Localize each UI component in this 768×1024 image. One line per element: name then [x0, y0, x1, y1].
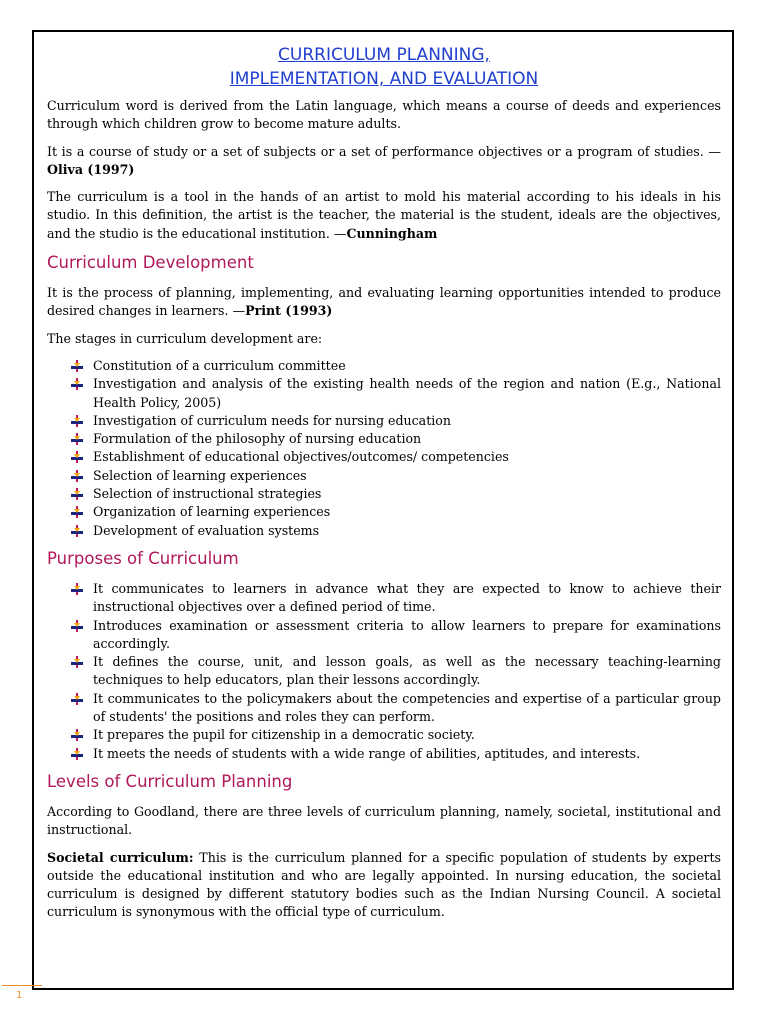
- list-item: [47, 375, 721, 412]
- document-title: [47, 43, 721, 91]
- definition-oliva: [47, 143, 721, 180]
- societal-curriculum-text: This is the curriculum planned for a specific population of students by experts outside the educational institution and who are legally appointed. In nursing education, the societal curriculum is designed by different statutory bodies such as the Indian Nursing Council. A societal curriculum is synonymous with the official type of curriculum.: [47, 849, 721, 920]
- stage-text: Establishment of educational objectives/outcomes/ competencies: [93, 449, 509, 465]
- heading-purposes-of-curriculum: Purposes of Curriculum: [47, 548, 239, 568]
- arrow-bullet-icon: [71, 470, 83, 482]
- purpose-text: It defines the course, unit, and lesson goals, as well as the necessary teaching-learning techniques to help educators, plan their lessons accordingly.: [93, 654, 721, 688]
- arrow-bullet-icon: [71, 620, 83, 632]
- stages-intro: The stages in curriculum development are:: [47, 330, 323, 346]
- stage-text: Organization of learning experiences: [93, 504, 331, 520]
- arrow-bullet-icon: [71, 525, 83, 537]
- footer-rule: [2, 985, 42, 986]
- list-item: [47, 412, 721, 430]
- intro-paragraph: Curriculum word is derived from the Latin language, which means a course of deeds and experiences through which children grow to become mature adults.: [47, 98, 721, 132]
- development-definition: [47, 284, 721, 321]
- stage-text: Formulation of the philosophy of nursing education: [93, 431, 422, 447]
- list-item: [47, 485, 721, 503]
- heading-levels-of-curriculum-planning: Levels of Curriculum Planning: [47, 771, 293, 791]
- arrow-bullet-icon: [71, 506, 83, 518]
- purpose-text: It communicates to the policymakers about the competencies and expertise of a particular group of students' the positions and roles they can perform.: [93, 690, 721, 725]
- purposes-list: [47, 580, 721, 763]
- stage-text: Constitution of a curriculum committee: [93, 357, 346, 373]
- list-item: [47, 653, 721, 690]
- arrow-bullet-icon: [71, 656, 83, 668]
- list-item: [47, 745, 721, 763]
- definition-oliva-text: It is a course of study or a set of subjects or a set of performance objectives or a program of studies. —: [47, 143, 721, 159]
- arrow-bullet-icon: [71, 583, 83, 595]
- page-number: 1: [16, 990, 23, 1001]
- definition-cunningham: [47, 188, 721, 243]
- arrow-bullet-icon: [71, 360, 83, 372]
- list-item: [47, 726, 721, 744]
- title-line-2: IMPLEMENTATION, AND EVALUATION: [229, 69, 539, 89]
- list-item: [47, 580, 721, 617]
- stage-text: Selection of instructional strategies: [93, 486, 322, 502]
- list-item: [47, 467, 721, 485]
- purpose-text: It meets the needs of students with a wide range of abilities, aptitudes, and interests.: [93, 745, 641, 761]
- list-item: [47, 503, 721, 521]
- stage-text: Investigation of curriculum needs for nursing education: [93, 412, 451, 428]
- arrow-bullet-icon: [71, 693, 83, 705]
- list-item: [47, 430, 721, 448]
- arrow-bullet-icon: [71, 378, 83, 390]
- arrow-bullet-icon: [71, 433, 83, 445]
- arrow-bullet-icon: [71, 729, 83, 741]
- list-item: [47, 357, 721, 375]
- arrow-bullet-icon: [71, 748, 83, 760]
- arrow-bullet-icon: [71, 488, 83, 500]
- definition-oliva-source: Oliva (1997): [47, 161, 135, 177]
- definition-cunningham-source: Cunningham: [346, 225, 438, 241]
- purpose-text: It communicates to learners in advance what they are expected to know to achieve their instructional objectives over a defined period of time.: [93, 580, 721, 615]
- heading-curriculum-development: Curriculum Development: [47, 253, 254, 273]
- purpose-text: Introduces examination or assessment criteria to allow learners to prepare for examinations accordingly.: [93, 617, 721, 651]
- list-item: [47, 522, 721, 540]
- development-definition-text: It is the process of planning, implementing, and evaluating learning opportunities intended to produce desired changes in learners. —: [47, 285, 721, 319]
- stage-text: Development of evaluation systems: [93, 522, 320, 538]
- arrow-bullet-icon: [71, 451, 83, 463]
- document-body: [47, 43, 721, 931]
- development-definition-source: Print (1993): [245, 303, 333, 319]
- definition-cunningham-text: The curriculum is a tool in the hands of an artist to mold his material according to his ideals in his studio. In this definition, the artist is the teacher, the material is the student, ideals are the objectives, and the studio is the educational institution. —: [47, 189, 721, 241]
- stage-text: Investigation and analysis of the existing health needs of the region and nation (E.g., National Health Policy, 2005): [93, 376, 721, 410]
- title-line-1: CURRICULUM PLANNING,: [278, 45, 490, 65]
- societal-curriculum-term: Societal curriculum:: [47, 849, 194, 865]
- list-item: [47, 617, 721, 654]
- purpose-text: It prepares the pupil for citizenship in a democratic society.: [93, 727, 475, 743]
- arrow-bullet-icon: [71, 415, 83, 427]
- societal-curriculum-paragraph: [47, 849, 721, 922]
- stages-list: [47, 357, 721, 540]
- stage-text: Selection of learning experiences: [93, 467, 307, 483]
- list-item: [47, 690, 721, 727]
- list-item: [47, 448, 721, 466]
- levels-intro: According to Goodland, there are three levels of curriculum planning, namely, societal, institutional and instructional.: [47, 803, 721, 838]
